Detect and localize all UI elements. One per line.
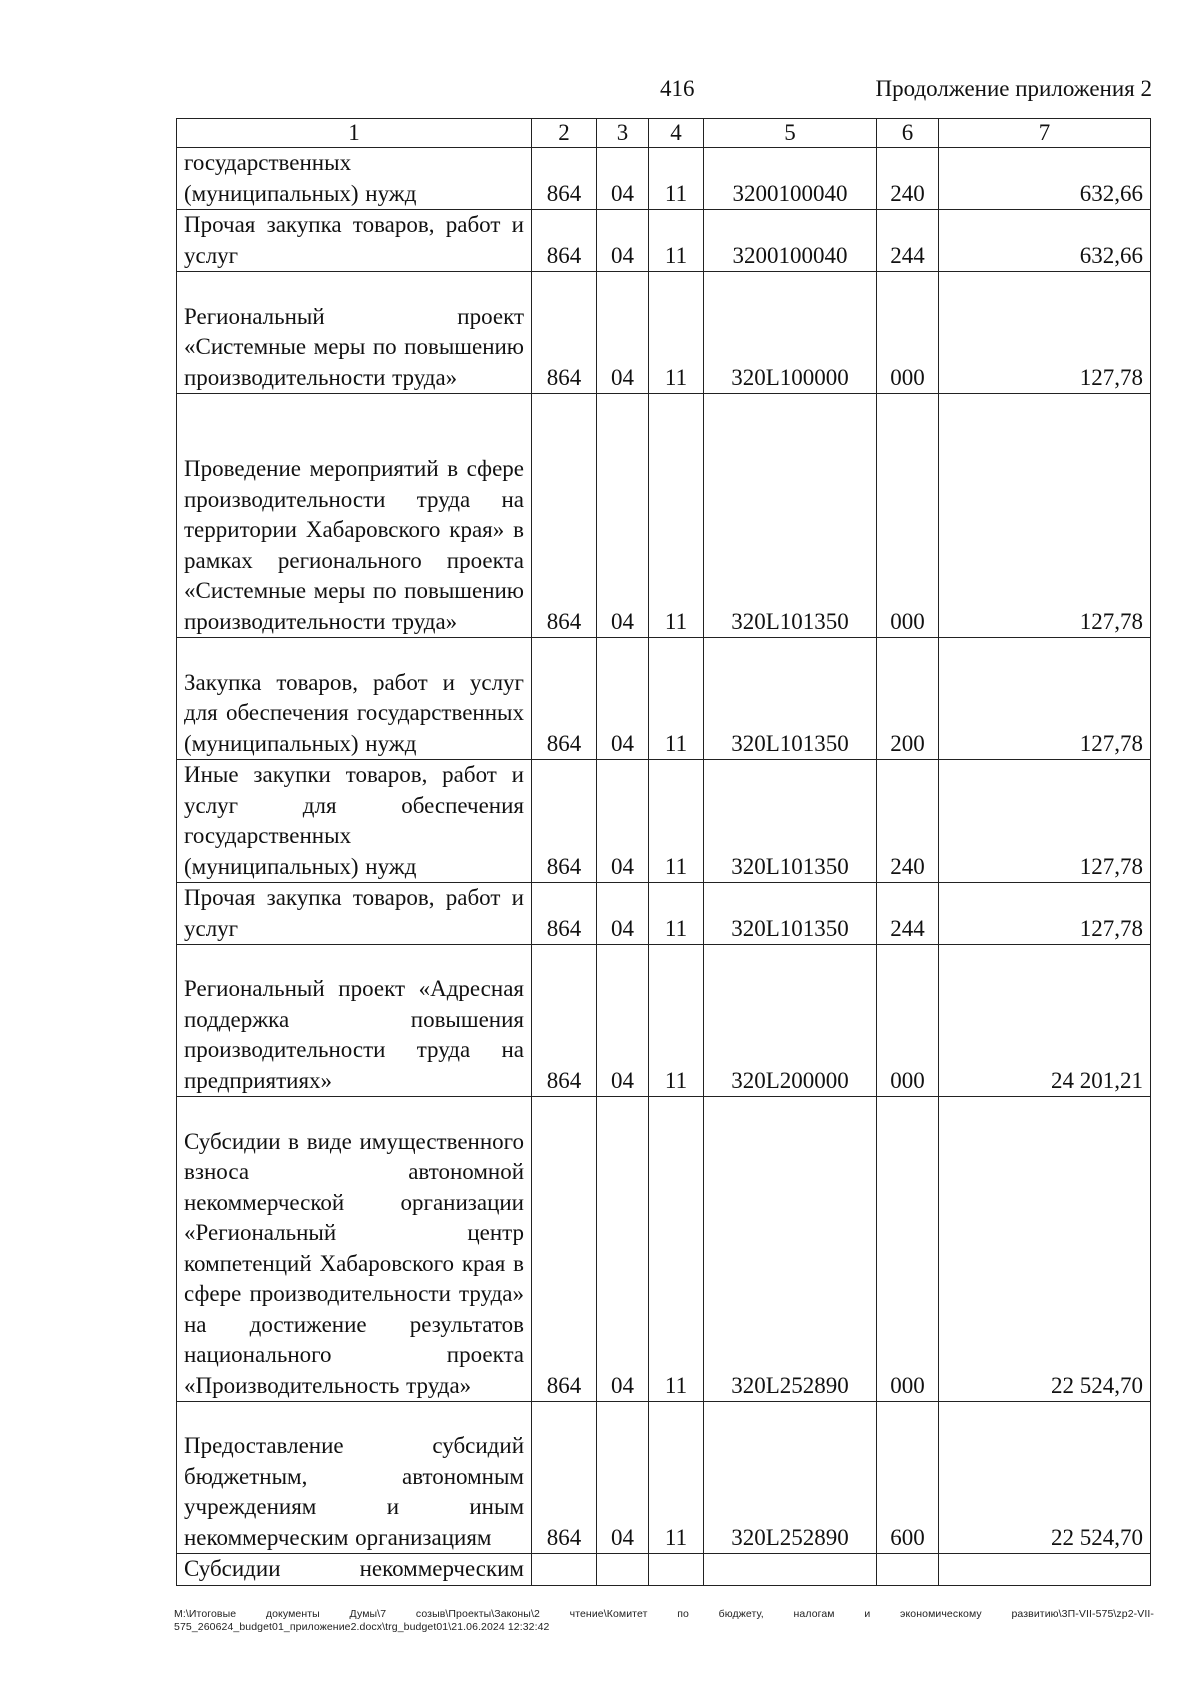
table-row: [177, 1402, 1151, 1554]
row-name: Региональный проект «Адресная поддержка повышения производительности труда на предприятиях»: [177, 945, 532, 1097]
row-code: 864: [532, 272, 597, 394]
row-target-article: 320L200000: [704, 945, 877, 1097]
row-section: 04: [597, 638, 649, 760]
table-row: [177, 945, 1151, 1097]
row-target-article: 320L101350: [704, 638, 877, 760]
row-target-article: 3200100040: [704, 148, 877, 210]
row-name: Проведение мероприятий в сфере производительности труда на территории Хабаровского края» в рамках регионального проекта «Системные меры по повышению производительности труда»: [177, 394, 532, 638]
row-subsection: 11: [649, 945, 704, 1097]
row-expense-kind: [877, 1554, 939, 1586]
row-subsection: 11: [649, 394, 704, 638]
column-header: 3: [597, 119, 649, 148]
row-name: государственных (муниципальных) нужд: [177, 148, 532, 210]
row-expense-kind: 240: [877, 148, 939, 210]
row-target-article: 320L100000: [704, 272, 877, 394]
row-code: 864: [532, 883, 597, 945]
row-amount: 127,78: [939, 883, 1151, 945]
row-amount: 127,78: [939, 638, 1151, 760]
row-name: Прочая закупка товаров, работ и услуг: [177, 210, 532, 272]
row-amount: 127,78: [939, 760, 1151, 883]
table-row: [177, 272, 1151, 394]
row-code: 864: [532, 1402, 597, 1554]
row-amount: 22 524,70: [939, 1402, 1151, 1554]
row-subsection: 11: [649, 883, 704, 945]
row-amount: 632,66: [939, 210, 1151, 272]
row-section: 04: [597, 1402, 649, 1554]
row-name: Предоставление субсидий бюджетным, автономным учреждениям и иным некоммерческим организациям: [177, 1402, 532, 1554]
row-section: 04: [597, 883, 649, 945]
row-section: 04: [597, 394, 649, 638]
table-row: [177, 1554, 1151, 1586]
row-subsection: 11: [649, 272, 704, 394]
column-header: 4: [649, 119, 704, 148]
row-code: 864: [532, 760, 597, 883]
row-name: Субсидии некоммерческим: [177, 1554, 532, 1586]
document-path-footer: М:\Итоговые документы Думы\7 созыв\Проекты\Законы\2 чтение\Комитет по бюджету, налогам и экономическому развитию\3П-VII-575\zp2-VII-575_260624_budget01_приложение2.docx\trg_budget01\21.06.2024 12:32:42: [174, 1608, 1154, 1633]
row-name: Прочая закупка товаров, работ и услуг: [177, 883, 532, 945]
table-row: [177, 760, 1151, 883]
row-section: 04: [597, 272, 649, 394]
row-section: 04: [597, 1097, 649, 1402]
row-section: 04: [597, 148, 649, 210]
table-row: [177, 883, 1151, 945]
row-subsection: 11: [649, 760, 704, 883]
row-section: 04: [597, 945, 649, 1097]
row-code: [532, 1554, 597, 1586]
row-expense-kind: 244: [877, 210, 939, 272]
column-header: 5: [704, 119, 877, 148]
row-amount: [939, 1554, 1151, 1586]
row-target-article: 320L252890: [704, 1097, 877, 1402]
row-expense-kind: 000: [877, 272, 939, 394]
row-expense-kind: 244: [877, 883, 939, 945]
row-amount: 127,78: [939, 394, 1151, 638]
row-amount: 632,66: [939, 148, 1151, 210]
table-row: [177, 148, 1151, 210]
row-code: 864: [532, 945, 597, 1097]
row-expense-kind: 000: [877, 1097, 939, 1402]
table-row: [177, 394, 1151, 638]
row-subsection: [649, 1554, 704, 1586]
row-expense-kind: 600: [877, 1402, 939, 1554]
row-code: 864: [532, 210, 597, 272]
row-target-article: 320L252890: [704, 1402, 877, 1554]
column-number-row: [177, 119, 1151, 148]
row-subsection: 11: [649, 148, 704, 210]
row-code: 864: [532, 394, 597, 638]
row-section: 04: [597, 760, 649, 883]
row-subsection: 11: [649, 638, 704, 760]
row-target-article: 320L101350: [704, 394, 877, 638]
row-target-article: 320L101350: [704, 760, 877, 883]
row-code: 864: [532, 1097, 597, 1402]
row-name: Региональный проект «Системные меры по повышению производительности труда»: [177, 272, 532, 394]
page-number: 416: [660, 76, 695, 101]
column-header: 2: [532, 119, 597, 148]
table-row: [177, 210, 1151, 272]
column-header: 7: [939, 119, 1151, 148]
row-target-article: 3200100040: [704, 210, 877, 272]
row-name: Закупка товаров, работ и услуг для обеспечения государственных (муниципальных) нужд: [177, 638, 532, 760]
table-row: [177, 638, 1151, 760]
row-expense-kind: 000: [877, 945, 939, 1097]
row-amount: 22 524,70: [939, 1097, 1151, 1402]
row-expense-kind: 000: [877, 394, 939, 638]
row-code: 864: [532, 148, 597, 210]
row-subsection: 11: [649, 210, 704, 272]
column-header: 6: [877, 119, 939, 148]
row-name: Иные закупки товаров, работ и услуг для обеспечения государственных (муниципальных) нужд: [177, 760, 532, 883]
row-expense-kind: 200: [877, 638, 939, 760]
row-amount: 127,78: [939, 272, 1151, 394]
row-amount: 24 201,21: [939, 945, 1151, 1097]
row-code: 864: [532, 638, 597, 760]
budget-table: [176, 118, 1151, 1586]
row-target-article: [704, 1554, 877, 1586]
row-target-article: 320L101350: [704, 883, 877, 945]
row-subsection: 11: [649, 1097, 704, 1402]
appendix-continuation-title: Продолжение приложения 2: [875, 76, 1152, 101]
row-section: 04: [597, 210, 649, 272]
column-header: 1: [177, 119, 532, 148]
row-section: [597, 1554, 649, 1586]
row-expense-kind: 240: [877, 760, 939, 883]
row-subsection: 11: [649, 1402, 704, 1554]
table-row: [177, 1097, 1151, 1402]
row-name: Субсидии в виде имущественного взноса автономной некоммерческой организации «Региональный центр компетенций Хабаровского края в сфере производительности труда» на достижение результатов национального проекта «Производительность труда»: [177, 1097, 532, 1402]
